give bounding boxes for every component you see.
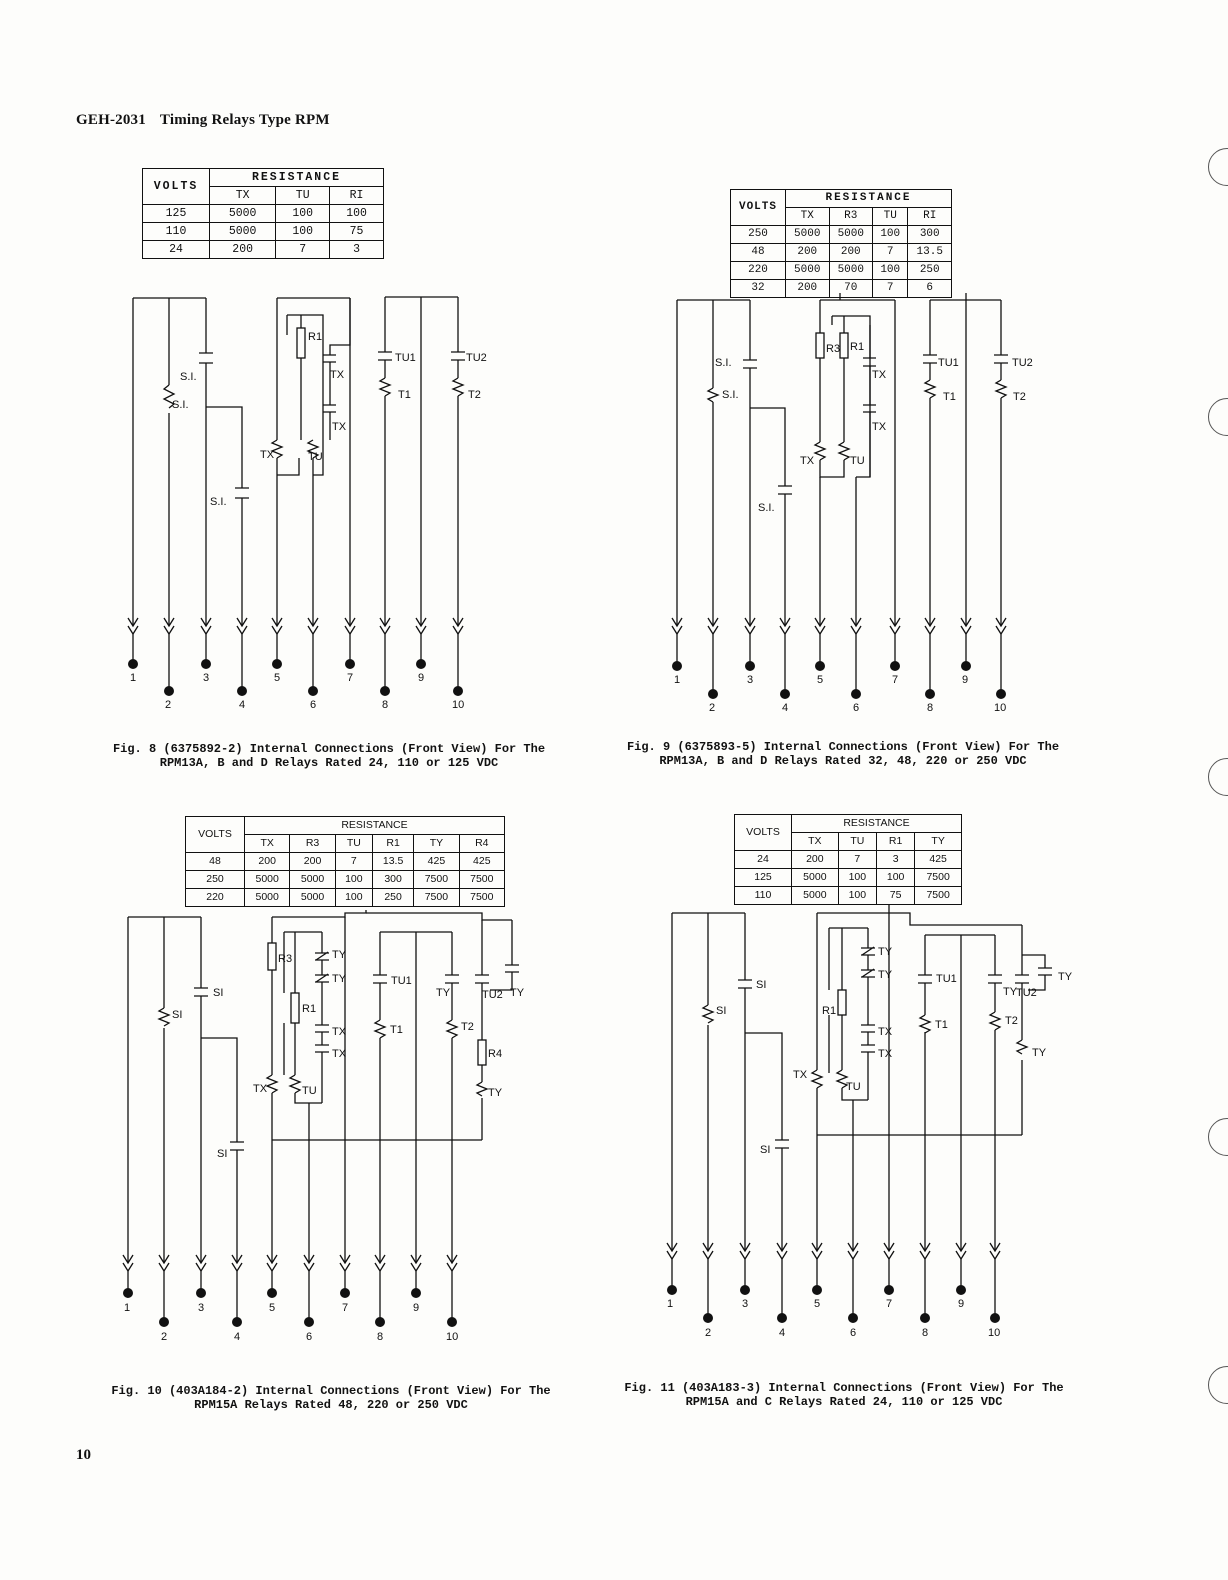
cell: 5000	[245, 889, 290, 907]
component-label: TU1	[936, 973, 957, 985]
terminal-label: 9	[418, 672, 425, 684]
component-label: R1	[302, 1003, 317, 1015]
cell: 300	[372, 871, 413, 889]
terminal-label: 2	[165, 699, 172, 711]
terminal-label: 7	[886, 1298, 893, 1310]
cell: 220	[731, 262, 786, 280]
component-label: SI	[760, 1144, 771, 1156]
cell: 13.5	[908, 244, 952, 262]
component-label: SI	[756, 979, 767, 991]
component-label: TX	[332, 1026, 347, 1038]
cell: 7500	[414, 871, 459, 889]
fig10-schematic	[123, 910, 525, 1343]
component-label: TX	[793, 1069, 808, 1081]
terminal-label: 5	[274, 672, 281, 684]
col-header: TX	[210, 187, 276, 205]
terminal-label: 6	[310, 699, 317, 711]
cell: 250	[372, 889, 413, 907]
component-label: TU1	[395, 352, 416, 364]
component-label: R3	[278, 953, 293, 965]
cell: 100	[276, 205, 330, 223]
terminal-label: 10	[446, 1331, 459, 1343]
cell: 425	[915, 851, 962, 869]
terminal-label: 3	[198, 1302, 205, 1314]
component-label: T1	[398, 389, 411, 401]
resistance-header: RESISTANCE	[210, 169, 384, 187]
component-label: TY	[1058, 971, 1073, 983]
terminal-label: 6	[850, 1327, 857, 1339]
fig11-schematic	[667, 905, 1073, 1339]
component-label: T1	[943, 391, 956, 403]
cell: 7	[276, 241, 330, 259]
terminal-label: 9	[962, 674, 969, 686]
cell: 7500	[459, 889, 504, 907]
terminal-label: 1	[130, 672, 137, 684]
terminal-label: 5	[814, 1298, 821, 1310]
cell: 250	[731, 226, 786, 244]
component-label: TU	[308, 451, 323, 463]
cell: 300	[908, 226, 952, 244]
terminal-label: 10	[994, 702, 1007, 714]
cell: 24	[735, 851, 792, 869]
component-label: S.I.	[172, 399, 189, 411]
fig10-caption	[92, 1384, 570, 1412]
component-label: TX	[332, 1048, 347, 1060]
cell: 100	[838, 887, 876, 905]
cell: 200	[829, 244, 873, 262]
col-header: TY	[915, 833, 962, 851]
cell: 3	[330, 241, 384, 259]
terminal-label: 4	[234, 1331, 241, 1343]
cell: 425	[459, 853, 504, 871]
component-label: TU1	[938, 357, 959, 369]
component-label: TY	[878, 969, 893, 981]
component-label: TX	[878, 1026, 893, 1038]
col-header: TX	[792, 833, 839, 851]
cell: 70	[829, 280, 873, 298]
component-label: R1	[308, 331, 323, 343]
resistance-header: RESISTANCE	[786, 190, 952, 208]
cell: 250	[908, 262, 952, 280]
component-label: R3	[826, 343, 841, 355]
terminal-label: 2	[161, 1331, 168, 1343]
cell: 125	[143, 205, 210, 223]
component-label: TU	[846, 1081, 861, 1093]
fig9-caption	[608, 740, 1078, 768]
cell: 7500	[915, 887, 962, 905]
cell: 7	[335, 853, 372, 871]
terminal-label: 1	[674, 674, 681, 686]
cell: 75	[876, 887, 914, 905]
terminal-label: 5	[817, 674, 824, 686]
terminal-label: 4	[239, 699, 246, 711]
component-label: TY	[436, 987, 451, 999]
cell: 3	[876, 851, 914, 869]
page-number: 10	[76, 1447, 91, 1463]
cell: 220	[186, 889, 245, 907]
cell: 5000	[290, 889, 335, 907]
component-label: T1	[935, 1019, 948, 1031]
cell: 200	[786, 280, 830, 298]
cell: 5000	[290, 871, 335, 889]
cell: 110	[143, 223, 210, 241]
col-header: TY	[414, 835, 459, 853]
caption-line: RPM15A and C Relays Rated 24, 110 or 125 VDC	[685, 1395, 1003, 1409]
terminal-label: 2	[709, 702, 716, 714]
cell: 5000	[210, 223, 276, 241]
cell: 6	[908, 280, 952, 298]
cell: 200	[210, 241, 276, 259]
component-label: S.I.	[210, 496, 227, 508]
cell: 48	[731, 244, 786, 262]
cell: 100	[276, 223, 330, 241]
col-header: TU	[838, 833, 876, 851]
component-label: TY	[488, 1087, 503, 1099]
cell: 125	[735, 869, 792, 887]
component-label: TU1	[391, 975, 412, 987]
component-label: TY	[332, 949, 347, 961]
component-label: T1	[390, 1024, 403, 1036]
resistance-header: RESISTANCE	[245, 817, 505, 835]
component-label: TU2	[466, 352, 487, 364]
cell: 200	[786, 244, 830, 262]
caption-line: RPM13A, B and D Relays Rated 24, 110 or 125 VDC	[159, 756, 499, 770]
cell: 100	[335, 889, 372, 907]
caption-line: RPM13A, B and D Relays Rated 32, 48, 220 or 250 VDC	[659, 754, 1027, 768]
component-label: TX	[878, 1048, 893, 1060]
doc-number: GEH-2031	[76, 112, 146, 128]
cell: 100	[330, 205, 384, 223]
cell: 75	[330, 223, 384, 241]
volts-header: VOLTS	[731, 190, 786, 226]
col-header: TU	[335, 835, 372, 853]
col-header: R3	[829, 208, 873, 226]
component-label: TY	[1003, 986, 1018, 998]
component-label: S.I.	[715, 357, 732, 369]
terminal-label: 9	[413, 1302, 420, 1314]
cell: 110	[735, 887, 792, 905]
terminal-label: 6	[306, 1331, 313, 1343]
cell: 100	[335, 871, 372, 889]
component-label: TY	[1032, 1047, 1047, 1059]
component-label: SI	[172, 1009, 183, 1021]
terminal-label: 5	[269, 1302, 276, 1314]
terminal-label: 8	[922, 1327, 929, 1339]
component-label: TX	[330, 369, 345, 381]
cell: 425	[414, 853, 459, 871]
component-label: TX	[260, 449, 275, 461]
volts-header: VOLTS	[735, 815, 792, 851]
caption-line: Fig. 9 (6375893-5) Internal Connections (Front View) For The	[626, 740, 1060, 754]
terminal-label: 7	[347, 672, 354, 684]
cell: 32	[731, 280, 786, 298]
component-label: R4	[488, 1048, 503, 1060]
fig11-arrows	[667, 1243, 1000, 1259]
component-label: TU2	[1016, 987, 1037, 999]
cell: 100	[838, 869, 876, 887]
cell: 100	[873, 262, 908, 280]
terminal-label: 7	[342, 1302, 349, 1314]
col-header: R3	[290, 835, 335, 853]
col-header: R1	[876, 833, 914, 851]
terminal-label: 8	[377, 1331, 384, 1343]
cell: 250	[186, 871, 245, 889]
component-label: TX	[872, 421, 887, 433]
col-header: RI	[908, 208, 952, 226]
fig8-schematic	[128, 297, 487, 711]
component-label: T2	[461, 1021, 474, 1033]
resistance-header: RESISTANCE	[792, 815, 962, 833]
component-label: TU	[850, 455, 865, 467]
cell: 48	[186, 853, 245, 871]
caption-line: Fig. 11 (403A183-3) Internal Connections (Front View) For The	[624, 1381, 1064, 1395]
terminal-label: 4	[779, 1327, 786, 1339]
cell: 200	[245, 853, 290, 871]
caption-line: Fig. 10 (403A184-2) Internal Connections (Front View) For The	[111, 1384, 551, 1398]
caption-line: Fig. 8 (6375892-2) Internal Connections (Front View) For The	[112, 742, 546, 756]
component-label: TX	[253, 1083, 268, 1095]
terminal-label: 2	[705, 1327, 712, 1339]
component-label: R1	[850, 341, 865, 353]
caption-line: RPM15A Relays Rated 48, 220 or 250 VDC	[194, 1398, 468, 1412]
fig10-arrows	[123, 1255, 457, 1271]
component-label: S.I.	[758, 502, 775, 514]
terminal-label: 10	[452, 699, 465, 711]
component-label: TY	[878, 946, 893, 958]
volts-header: VOLTS	[143, 169, 210, 205]
col-header: TX	[245, 835, 290, 853]
cell: 200	[290, 853, 335, 871]
terminal-label: 4	[782, 702, 789, 714]
component-label: SI	[716, 1005, 727, 1017]
cell: 5000	[245, 871, 290, 889]
component-label: TU2	[1012, 357, 1033, 369]
fig11-caption	[606, 1381, 1082, 1409]
cell: 5000	[829, 262, 873, 280]
component-label: TU2	[482, 989, 503, 1001]
terminal-label: 1	[667, 1298, 674, 1310]
cell: 100	[873, 226, 908, 244]
col-header: TU	[873, 208, 908, 226]
col-header: R4	[459, 835, 504, 853]
cell: 5000	[210, 205, 276, 223]
terminal-label: 10	[988, 1327, 1001, 1339]
terminal-label: 7	[892, 674, 899, 686]
component-label: T2	[468, 389, 481, 401]
col-header: R1	[372, 835, 413, 853]
component-label: T2	[1005, 1015, 1018, 1027]
component-label: TU	[302, 1085, 317, 1097]
component-label: TY	[510, 987, 525, 999]
terminal-label: 3	[203, 672, 210, 684]
component-label: SI	[213, 987, 224, 999]
component-label: R1	[822, 1005, 837, 1017]
fig8-arrows	[128, 618, 463, 634]
cell: 100	[876, 869, 914, 887]
terminal-label: 6	[853, 702, 860, 714]
col-header: RI	[330, 187, 384, 205]
component-label: TX	[332, 421, 347, 433]
component-label: S.I.	[180, 371, 197, 383]
cell: 5000	[786, 226, 830, 244]
terminal-label: 3	[742, 1298, 749, 1310]
fig9-schematic	[672, 293, 1033, 714]
doc-title: Timing Relays Type RPM	[159, 112, 330, 128]
cell: 13.5	[372, 853, 413, 871]
terminal-label: 3	[747, 674, 754, 686]
col-header: TU	[276, 187, 330, 205]
component-label: TX	[800, 455, 815, 467]
cell: 7500	[459, 871, 504, 889]
cell: 7500	[915, 869, 962, 887]
cell: 7	[873, 244, 908, 262]
cell: 200	[792, 851, 839, 869]
terminal-label: 9	[958, 1298, 965, 1310]
cell: 7	[873, 280, 908, 298]
component-label: S.I.	[722, 389, 739, 401]
cell: 24	[143, 241, 210, 259]
cell: 5000	[792, 887, 839, 905]
col-header: TX	[786, 208, 830, 226]
component-label: TX	[872, 369, 887, 381]
component-label: T2	[1013, 391, 1026, 403]
cell: 5000	[829, 226, 873, 244]
terminal-label: 8	[382, 699, 389, 711]
component-label: TY	[332, 973, 347, 985]
terminal-label: 8	[927, 702, 934, 714]
fig8-caption	[94, 742, 564, 770]
fig9-arrows	[672, 618, 1006, 634]
cell: 5000	[792, 869, 839, 887]
component-label: SI	[217, 1148, 228, 1160]
volts-header: VOLTS	[186, 817, 245, 853]
terminal-label: 1	[124, 1302, 131, 1314]
cell: 7	[838, 851, 876, 869]
cell: 5000	[786, 262, 830, 280]
cell: 7500	[414, 889, 459, 907]
